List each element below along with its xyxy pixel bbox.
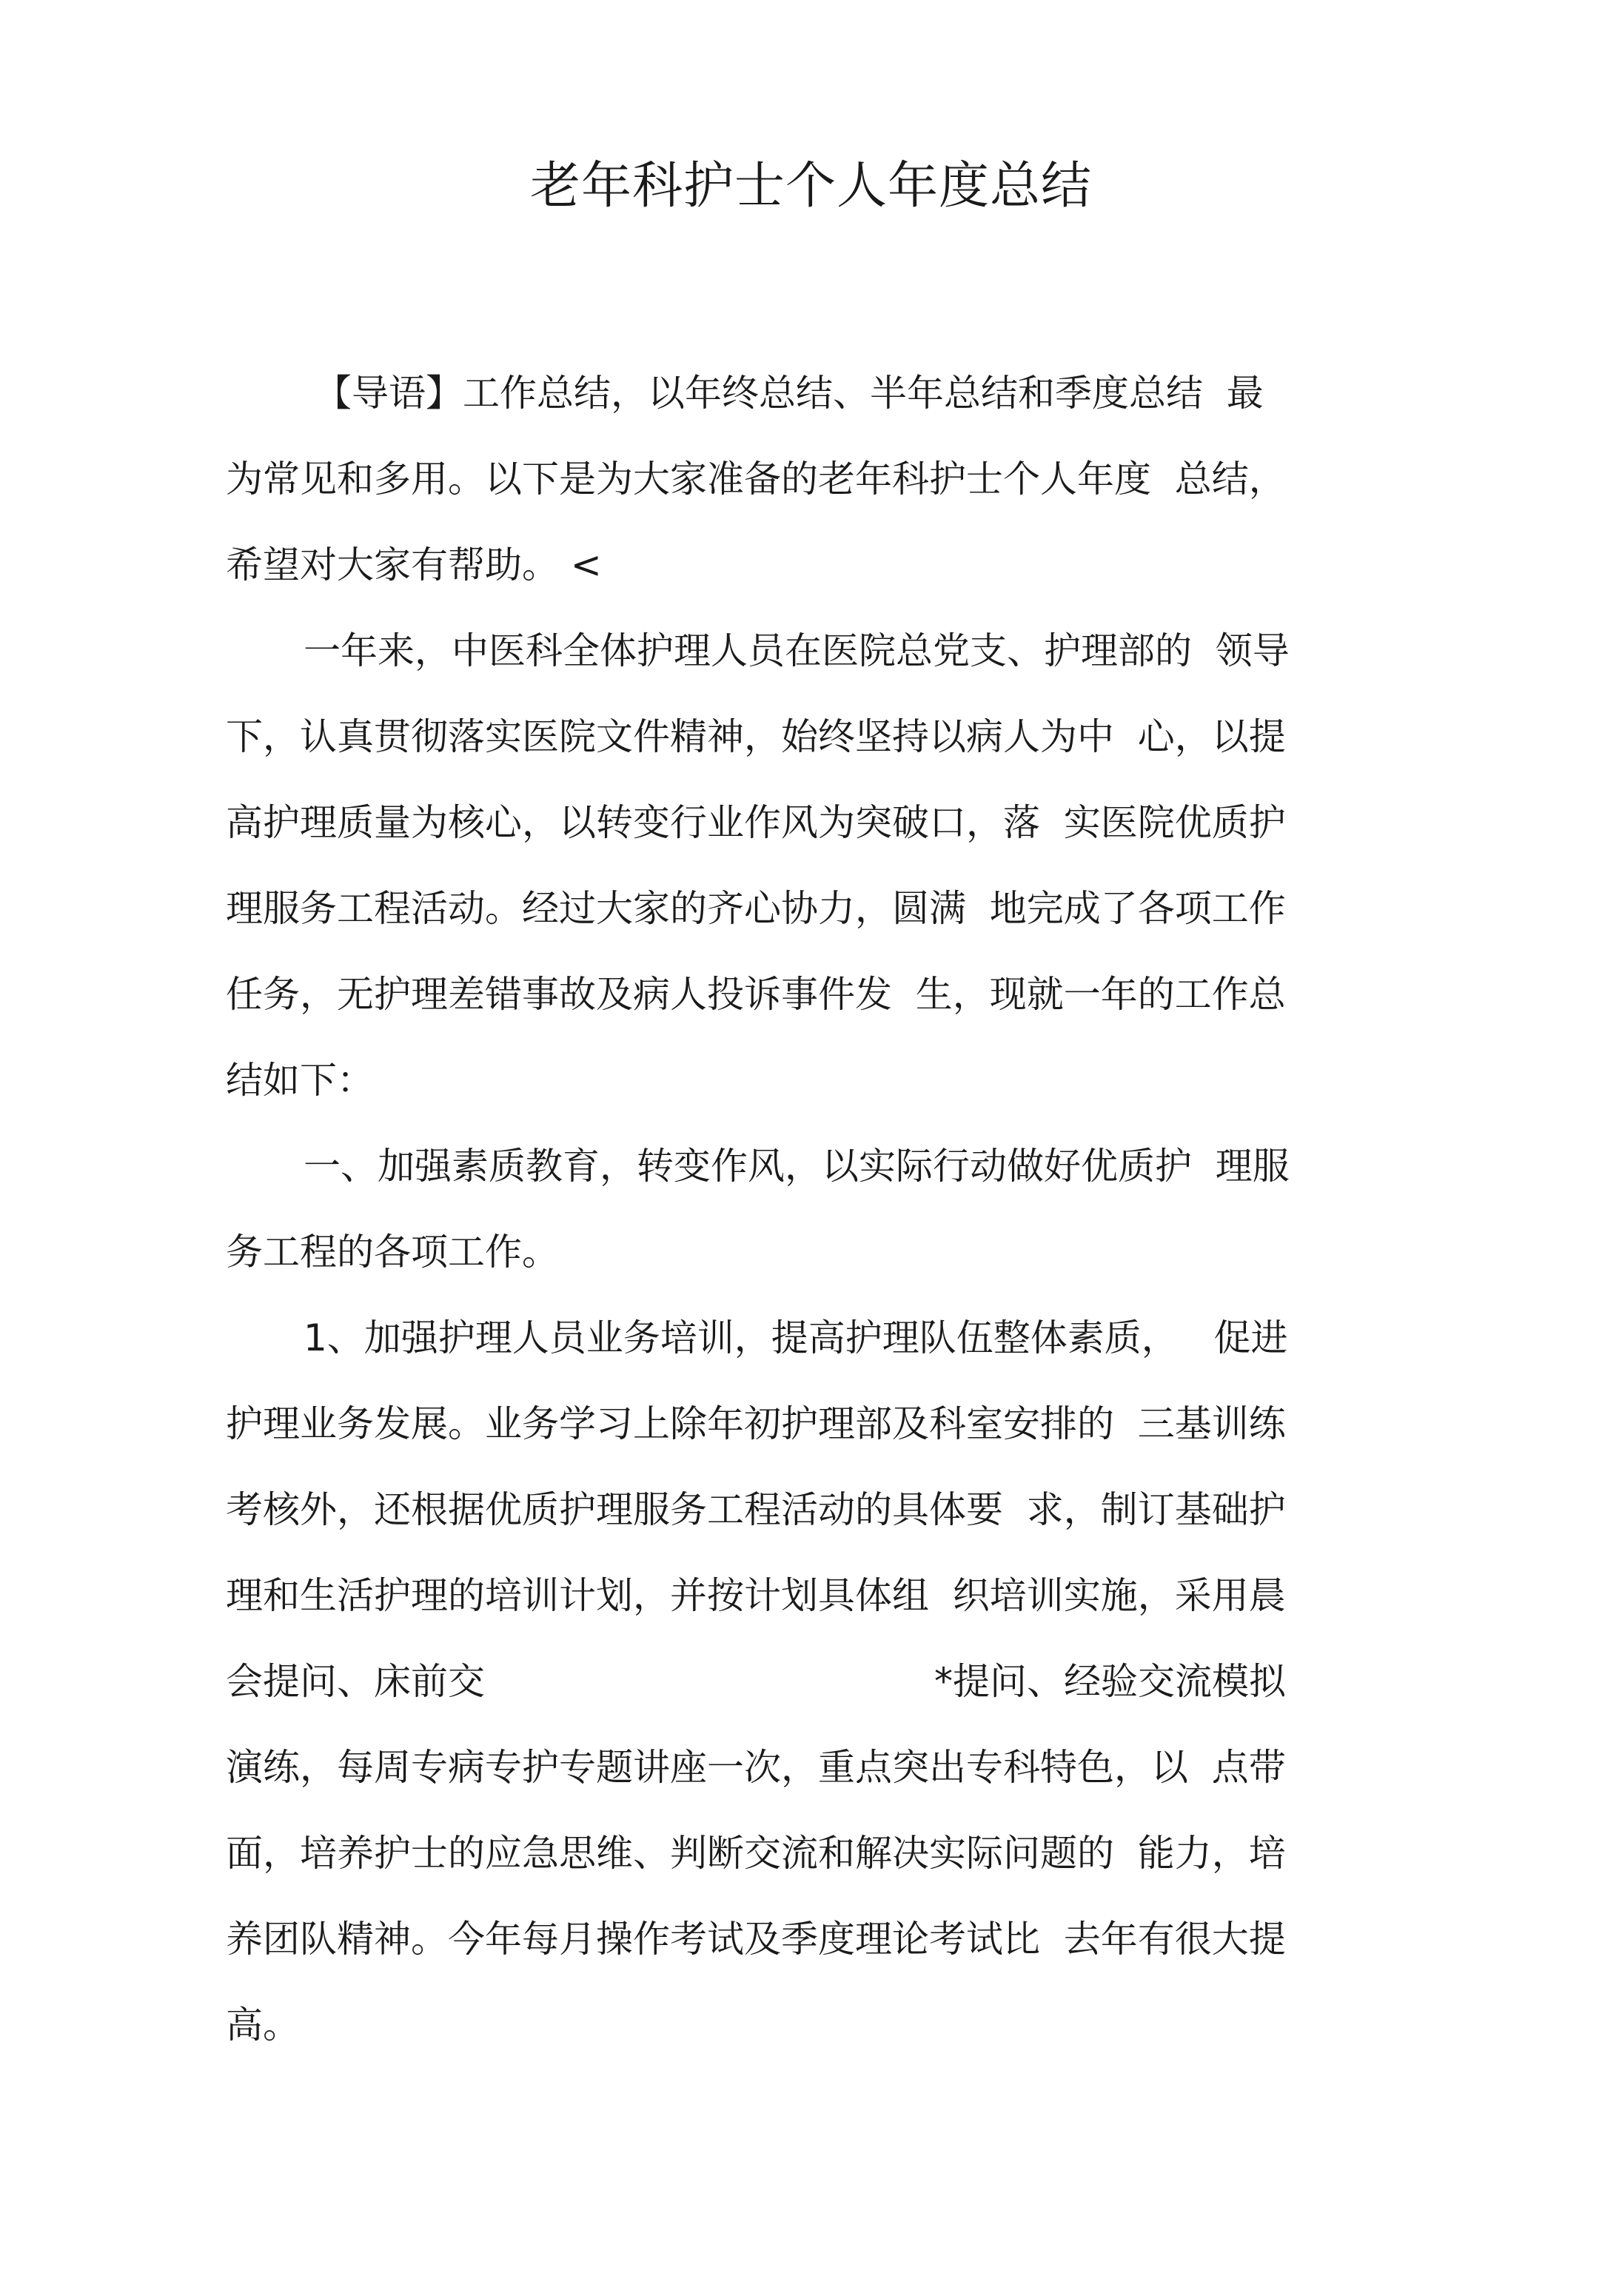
paragraph-line: 理和生活护理的培训计划，并按计划具体组 织培训实施，采用晨	[226, 1574, 1286, 1617]
paragraph-line: 【导语】工作总结，以年终总结、半年总结和季度总结 最	[315, 372, 1264, 415]
paragraph-line: 养团队精神。今年每月操作考试及季度理论考试比 去年有很大提	[226, 1918, 1286, 1961]
paragraph-line: 演练，每周专病专护专题讲座一次，重点突出专科特色，以 点带	[226, 1746, 1286, 1789]
paragraph-line: 考核外，还根据优质护理服务工程活动的具体要 求，制订基础护	[226, 1488, 1286, 1531]
paragraph-line: 高。	[226, 2004, 300, 2046]
paragraph-line: 任务，无护理差错事故及病人投诉事件发 生，现就一年的工作总	[226, 973, 1286, 1016]
paragraph-line: 会提问、床前交	[226, 1660, 485, 1703]
paragraph-line: 希望对大家有帮助。 <	[226, 543, 602, 586]
paragraph-line: 1、加强护理人员业务培训，提高护理队伍整体素质， 促进	[304, 1316, 1288, 1359]
paragraph-line: 下，认真贯彻落实医院文件精神，始终坚持以病人为中 心，以提	[226, 715, 1286, 758]
paragraph-line: 高护理质量为核心，以转变行业作风为突破口，落 实医院优质护	[226, 801, 1286, 844]
paragraph-line-fragment: *提问、经验交流模拟	[934, 1660, 1286, 1703]
paragraph-line: 理服务工程活动。经过大家的齐心协力，圆满 地完成了各项工作	[226, 887, 1286, 930]
paragraph-line: 护理业务发展。业务学习上除年初护理部及科室安排的 三基训练	[226, 1402, 1286, 1445]
paragraph-line: 一年来，中医科全体护理人员在医院总党支、护理部的 领导	[304, 629, 1290, 672]
paragraph-line: 面，培养护士的应急思维、判断交流和解决实际问题的 能力，培	[226, 1832, 1286, 1875]
paragraph-line: 结如下：	[226, 1059, 374, 1102]
paragraph-line: 务工程的各项工作。	[226, 1231, 559, 1273]
paragraph-line: 一、加强素质教育，转变作风，以实际行动做好优质护 理服	[304, 1145, 1290, 1188]
document-title: 老年科护士个人年度总结	[529, 157, 1092, 215]
paragraph-line: 为常见和多用。以下是为大家准备的老年科护士个人年度 总结，	[226, 458, 1286, 501]
